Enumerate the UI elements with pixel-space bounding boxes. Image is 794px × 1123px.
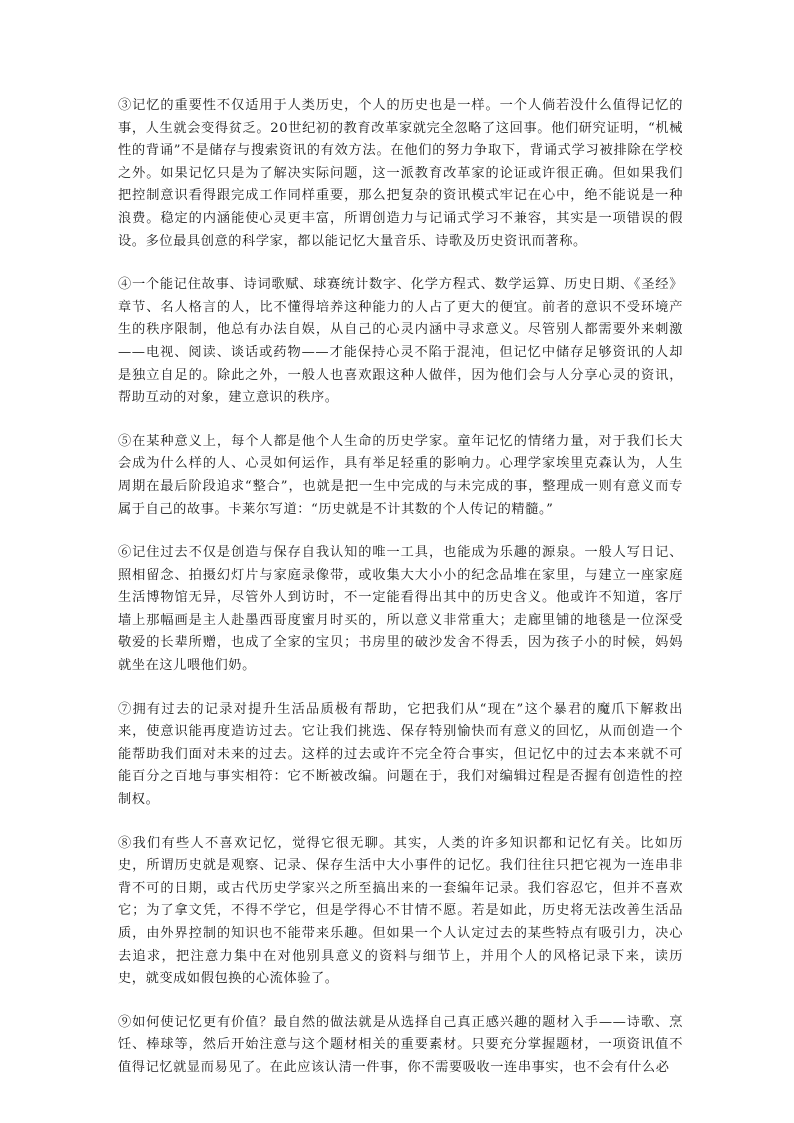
paragraph-9: ⑨如何使记忆更有价值？最自然的做法就是从选择自己真正感兴趣的题材入手——诗歌、烹饪、棒球等，然后开始注意与这个题材相关的重要素材。只要充分掌握题材，一项资讯值不值得记忆就显而易见了。在此应该认清一件事，你不需要吸收一连串事实，也不会有什么必 [118, 1014, 683, 1075]
paragraph-4: ④一个能记住故事、诗词歌赋、球赛统计数字、化学方程式、数学运算、历史日期、《圣经》章节、名人格言的人，比不懂得培养这种能力的人占了更大的便宜。前者的意识不受环境产生的秩序限制，他总有办法自娱，从自己的心灵内涵中寻求意义。尽管别人都需要外来刺激——电视、阅读、谈话或药物——才能保持心灵不陷于混沌，但记忆中储存足够资讯的人却是独立自足的。除此之外，一般人也喜欢跟这种人做伴，因为他们会与人分享心灵的资讯，帮助互动的对象，建立意识的秩序。 [118, 277, 683, 406]
paragraph-5: ⑤在某种意义上，每个人都是他个人生命的历史学家。童年记忆的情绪力量，对于我们长大会成为什么样的人、心灵如何运作，具有举足轻重的影响力。心理学家埃里克森认为，人生周期在最后阶段追求“整合”，也就是把一生中完成的与未完成的事，整理成一则有意义而专属于自己的故事。卡莱尔写道：“历史就是不计其数的个人传记的精髓。” [118, 433, 683, 517]
document-body [118, 95, 683, 1080]
paragraph-6: ⑥记住过去不仅是创造与保存自我认知的唯一工具，也能成为乐趣的源泉。一般人写日记、照相留念、拍摄幻灯片与家庭录像带，或收集大大小小的纪念品堆在家里，与建立一座家庭生活博物馆无异，尽管外人到访时，不一定能看得出其中的历史含义。他或许不知道，客厅墙上那幅画是主人赴墨西哥度蜜月时买的，所以意义非常重大；走廊里铺的地毯是一位深受敬爱的长辈所赠，也成了全家的宝贝；书房里的破沙发舍不得丢，因为孩子小的时候，妈妈就坐在这儿喂他们奶。 [118, 545, 683, 674]
paragraph-3: ③记忆的重要性不仅适用于人类历史，个人的历史也是一样。一个人倘若没什么值得记忆的事，人生就会变得贫乏。20世纪初的教育改革家就完全忽略了这回事。他们研究证明，“机械性的背诵”不是储存与搜索资讯的有效方法。在他们的努力争取下，背诵式学习被排除在学校之外。如果记忆只是为了解决实际问题，这一派教育改革家的论证或许很正确。但如果我们把控制意识看得跟完成工作同样重要，那么把复杂的资讯模式牢记在心中，绝不能说是一种浪费。稳定的内涵能使心灵更丰富，所谓创造力与记诵式学习不兼容，其实是一项错误的假设。多位最具创意的科学家，都以能记忆大量音乐、诗歌及历史资讯而著称。 [118, 98, 683, 249]
paragraph-8: ⑧我们有些人不喜欢记忆，觉得它很无聊。其实，人类的许多知识都和记忆有关。比如历史，所谓历史就是观察、记录、保存生活中大小事件的记忆。我们往往只把它视为一连串非背不可的日期，或古代历史学家兴之所至搞出来的一套编年记录。我们容忍它，但并不喜欢它；为了拿文凭，不得不学它，但是学得心不甘情不愿。若是如此，历史将无法改善生活品质，由外界控制的知识也不能带来乐趣。但如果一个人认定过去的某些特点有吸引力，决心去追求，把注意力集中在对他别具意义的资料与细节上，并用个人的风格记录下来，读历史，就变成如假包换的心流体验了。 [118, 835, 683, 987]
paragraph-7: ⑦拥有过去的记录对提升生活品质极有帮助，它把我们从“现在”这个暴君的魔爪下解救出来，使意识能再度造访过去。它让我们挑选、保存特别愉快而有意义的回忆，从而创造一个能帮助我们面对未来的过去。这样的过去或许不完全符合事实，但记忆中的过去本来就不可能百分之百地与事实相符：它不断被改编。问题在于，我们对编辑过程是否握有创造性的控制权。 [118, 701, 683, 808]
